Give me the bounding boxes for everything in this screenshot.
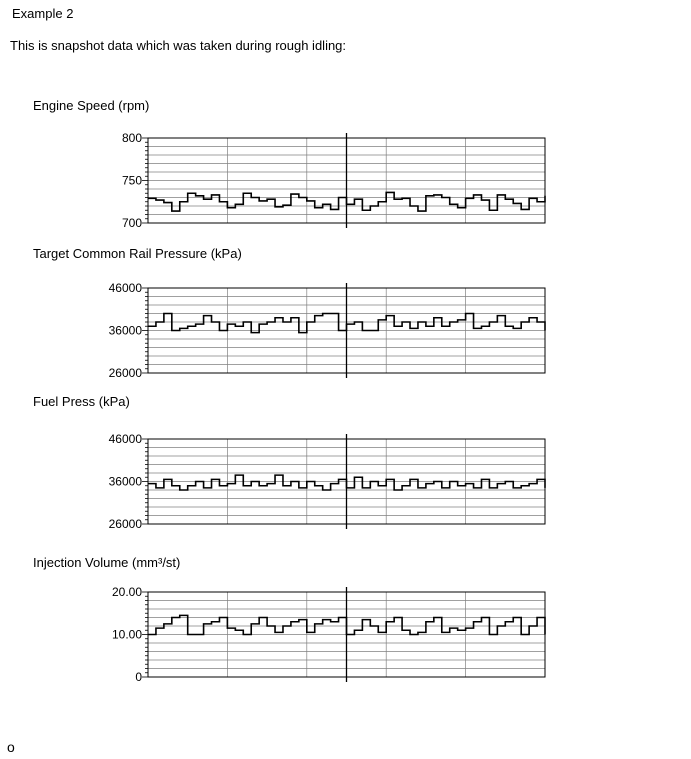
- y-tick-label: 36000: [108, 474, 142, 489]
- y-tick-label: 0: [135, 670, 142, 684]
- y-tick-label: 750: [121, 173, 142, 188]
- y-tick-label: 36000: [108, 323, 142, 338]
- fuel-press-title: Fuel Press (kPa): [33, 394, 130, 409]
- y-tick-label: 20.00: [111, 585, 142, 599]
- y-tick-label: 46000: [108, 281, 142, 295]
- fuel-press-chart: [0, 421, 691, 541]
- injection-volume-chart: [0, 574, 691, 694]
- y-tick-label: 26000: [108, 517, 142, 531]
- engine-speed-chart: [0, 120, 691, 240]
- injection-volume-title: Injection Volume (mm³/st): [33, 555, 181, 570]
- footer-mark: o: [7, 739, 15, 755]
- engine-speed-title: Engine Speed (rpm): [33, 98, 150, 113]
- target-rail-pressure-title: Target Common Rail Pressure (kPa): [33, 246, 242, 261]
- series-line: [148, 615, 545, 634]
- example-title: Example 2: [12, 6, 74, 21]
- y-tick-label: 10.00: [111, 627, 142, 642]
- y-tick-label: 800: [121, 131, 142, 145]
- y-tick-label: 26000: [108, 366, 142, 380]
- target-rail-pressure-chart: [0, 270, 691, 390]
- y-tick-label: 700: [121, 216, 142, 230]
- intro-text: This is snapshot data which was taken during rough idling:: [10, 38, 347, 53]
- y-tick-label: 46000: [108, 432, 142, 446]
